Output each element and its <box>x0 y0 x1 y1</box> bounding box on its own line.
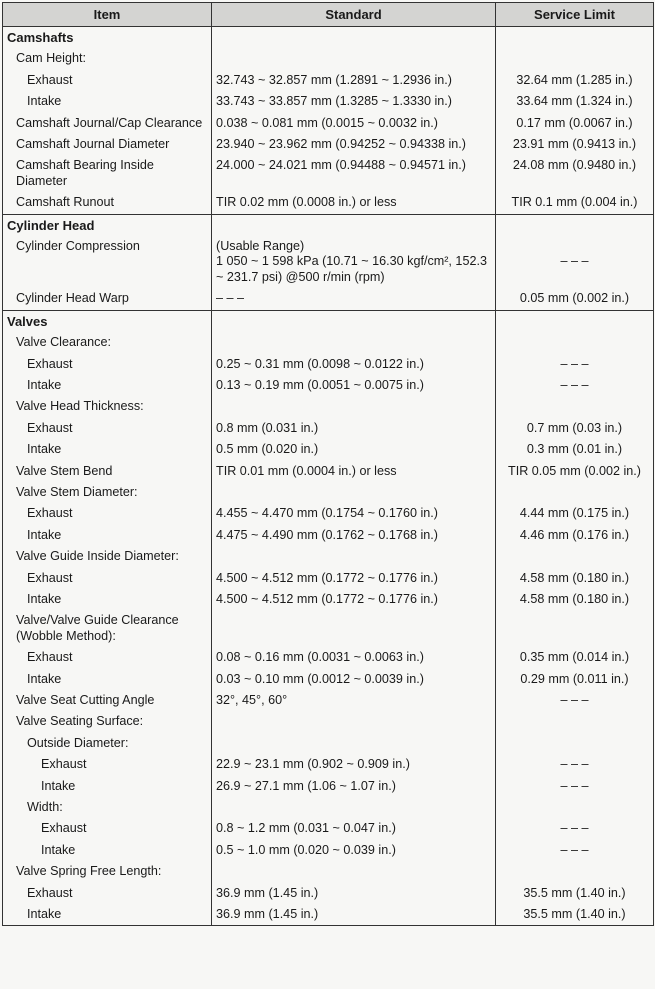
service-limit-cell: 32.64 mm (1.285 in.) <box>496 70 654 91</box>
table-row <box>3 525 654 546</box>
item-cell: Valve Head Thickness: <box>3 396 212 417</box>
standard-cell: 33.743 ~ 33.857 mm (1.3285 ~ 1.3330 in.) <box>212 91 496 112</box>
item-cell: Valve Clearance: <box>3 332 212 353</box>
item-cell: Exhaust <box>3 568 212 589</box>
section-row <box>3 27 654 49</box>
table-row <box>3 332 654 353</box>
table-row <box>3 711 654 732</box>
standard-cell: 32.743 ~ 32.857 mm (1.2891 ~ 1.2936 in.) <box>212 70 496 91</box>
service-limit-cell: – – – <box>496 375 654 396</box>
table-row <box>3 883 654 904</box>
standard-cell <box>212 310 496 332</box>
table-row <box>3 754 654 775</box>
table-row <box>3 439 654 460</box>
section-title: Cylinder Head <box>3 214 212 236</box>
service-limit-cell <box>496 310 654 332</box>
service-limit-cell <box>496 546 654 567</box>
table-row <box>3 418 654 439</box>
header-service-limit: Service Limit <box>496 3 654 27</box>
item-cell: Camshaft Runout <box>3 192 212 214</box>
table-row <box>3 589 654 610</box>
item-cell: Intake <box>3 375 212 396</box>
service-limit-cell: TIR 0.05 mm (0.002 in.) <box>496 461 654 482</box>
standard-cell <box>212 711 496 732</box>
item-cell: Valve Spring Free Length: <box>3 861 212 882</box>
item-cell: Valve Guide Inside Diameter: <box>3 546 212 567</box>
item-cell: Camshaft Journal Diameter <box>3 134 212 155</box>
item-cell: Intake <box>3 776 212 797</box>
item-cell: Cylinder Head Warp <box>3 288 212 310</box>
service-limit-cell: – – – <box>496 690 654 711</box>
service-limit-cell: 0.35 mm (0.014 in.) <box>496 647 654 668</box>
service-limit-cell <box>496 733 654 754</box>
service-limit-cell: 0.05 mm (0.002 in.) <box>496 288 654 310</box>
standard-cell: TIR 0.01 mm (0.0004 in.) or less <box>212 461 496 482</box>
table-row <box>3 733 654 754</box>
item-cell: Intake <box>3 840 212 861</box>
table-row <box>3 70 654 91</box>
table-row <box>3 568 654 589</box>
service-limit-cell <box>496 214 654 236</box>
table-row <box>3 396 654 417</box>
item-cell: Exhaust <box>3 818 212 839</box>
table-row <box>3 610 654 647</box>
service-limit-cell <box>496 27 654 49</box>
table-row <box>3 840 654 861</box>
standard-cell <box>212 332 496 353</box>
item-cell: Intake <box>3 525 212 546</box>
section-title: Camshafts <box>3 27 212 49</box>
standard-cell: 0.25 ~ 0.31 mm (0.0098 ~ 0.0122 in.) <box>212 354 496 375</box>
standard-cell: 4.455 ~ 4.470 mm (0.1754 ~ 0.1760 in.) <box>212 503 496 524</box>
item-cell: Intake <box>3 589 212 610</box>
section-title: Valves <box>3 310 212 332</box>
table-row <box>3 904 654 926</box>
service-limit-cell: – – – <box>496 840 654 861</box>
standard-cell: 26.9 ~ 27.1 mm (1.06 ~ 1.07 in.) <box>212 776 496 797</box>
item-cell: Intake <box>3 904 212 926</box>
table-row <box>3 546 654 567</box>
service-limit-cell <box>496 610 654 647</box>
service-limit-cell: 0.17 mm (0.0067 in.) <box>496 113 654 134</box>
table-row <box>3 134 654 155</box>
table-row <box>3 354 654 375</box>
table-row <box>3 288 654 310</box>
standard-cell <box>212 27 496 49</box>
table-row <box>3 48 654 69</box>
header-standard: Standard <box>212 3 496 27</box>
service-limit-cell: 4.46 mm (0.176 in.) <box>496 525 654 546</box>
standard-cell <box>212 48 496 69</box>
standard-cell <box>212 546 496 567</box>
item-cell: Outside Diameter: <box>3 733 212 754</box>
standard-cell: 4.475 ~ 4.490 mm (0.1762 ~ 0.1768 in.) <box>212 525 496 546</box>
standard-cell: 0.5 ~ 1.0 mm (0.020 ~ 0.039 in.) <box>212 840 496 861</box>
standard-cell: 0.8 mm (0.031 in.) <box>212 418 496 439</box>
item-cell: Exhaust <box>3 647 212 668</box>
item-cell: Valve Stem Bend <box>3 461 212 482</box>
table-row <box>3 375 654 396</box>
standard-cell: 23.940 ~ 23.962 mm (0.94252 ~ 0.94338 in.) <box>212 134 496 155</box>
table-row <box>3 155 654 192</box>
header-row <box>3 3 654 27</box>
spec-table <box>2 2 654 926</box>
service-limit-cell: 0.3 mm (0.01 in.) <box>496 439 654 460</box>
item-cell: Intake <box>3 669 212 690</box>
standard-cell: 4.500 ~ 4.512 mm (0.1772 ~ 0.1776 in.) <box>212 589 496 610</box>
item-cell: Exhaust <box>3 754 212 775</box>
table-row <box>3 776 654 797</box>
table-row <box>3 647 654 668</box>
item-cell: Valve Seating Surface: <box>3 711 212 732</box>
item-cell: Camshaft Bearing Inside Diameter <box>3 155 212 192</box>
item-cell: Intake <box>3 439 212 460</box>
standard-cell: 0.5 mm (0.020 in.) <box>212 439 496 460</box>
table-row <box>3 91 654 112</box>
table-row <box>3 690 654 711</box>
service-limit-cell <box>496 861 654 882</box>
table-row <box>3 236 654 288</box>
standard-cell: – – – <box>212 288 496 310</box>
item-cell: Exhaust <box>3 503 212 524</box>
service-limit-cell: 23.91 mm (0.9413 in.) <box>496 134 654 155</box>
service-limit-cell <box>496 797 654 818</box>
standard-cell: 36.9 mm (1.45 in.) <box>212 883 496 904</box>
standard-cell <box>212 396 496 417</box>
item-cell: Camshaft Journal/Cap Clearance <box>3 113 212 134</box>
standard-cell: 0.13 ~ 0.19 mm (0.0051 ~ 0.0075 in.) <box>212 375 496 396</box>
service-limit-cell: 24.08 mm (0.9480 in.) <box>496 155 654 192</box>
standard-cell: (Usable Range) 1 050 ~ 1 598 kPa (10.71 ~ 16.30 kgf/cm², 152.3 ~ 231.7 psi) @500 r/min (rpm) <box>212 236 496 288</box>
service-limit-cell <box>496 482 654 503</box>
item-cell: Cylinder Compression <box>3 236 212 288</box>
item-cell: Cam Height: <box>3 48 212 69</box>
service-limit-cell: – – – <box>496 354 654 375</box>
table-row <box>3 482 654 503</box>
service-limit-cell: 4.44 mm (0.175 in.) <box>496 503 654 524</box>
service-limit-cell: 0.7 mm (0.03 in.) <box>496 418 654 439</box>
section-row <box>3 310 654 332</box>
standard-cell <box>212 861 496 882</box>
service-limit-cell: 33.64 mm (1.324 in.) <box>496 91 654 112</box>
service-limit-cell: – – – <box>496 818 654 839</box>
item-cell: Exhaust <box>3 70 212 91</box>
item-cell: Exhaust <box>3 354 212 375</box>
standard-cell: 24.000 ~ 24.021 mm (0.94488 ~ 0.94571 in.) <box>212 155 496 192</box>
table-row <box>3 461 654 482</box>
standard-cell: 32°, 45°, 60° <box>212 690 496 711</box>
service-limit-cell: – – – <box>496 754 654 775</box>
standard-cell: TIR 0.02 mm (0.0008 in.) or less <box>212 192 496 214</box>
service-limit-cell: – – – <box>496 776 654 797</box>
item-cell: Valve Seat Cutting Angle <box>3 690 212 711</box>
standard-cell <box>212 214 496 236</box>
table-row <box>3 818 654 839</box>
item-cell: Valve Stem Diameter: <box>3 482 212 503</box>
standard-cell: 0.038 ~ 0.081 mm (0.0015 ~ 0.0032 in.) <box>212 113 496 134</box>
standard-cell <box>212 610 496 647</box>
service-limit-cell <box>496 711 654 732</box>
service-limit-cell <box>496 48 654 69</box>
table-row <box>3 192 654 214</box>
service-limit-cell: – – – <box>496 236 654 288</box>
standard-cell: 0.03 ~ 0.10 mm (0.0012 ~ 0.0039 in.) <box>212 669 496 690</box>
item-cell: Intake <box>3 91 212 112</box>
service-limit-cell: 35.5 mm (1.40 in.) <box>496 904 654 926</box>
service-limit-cell <box>496 332 654 353</box>
item-cell: Exhaust <box>3 883 212 904</box>
item-cell: Exhaust <box>3 418 212 439</box>
table-row <box>3 861 654 882</box>
service-limit-cell: 0.29 mm (0.011 in.) <box>496 669 654 690</box>
item-cell: Valve/Valve Guide Clearance (Wobble Method): <box>3 610 212 647</box>
standard-cell: 4.500 ~ 4.512 mm (0.1772 ~ 0.1776 in.) <box>212 568 496 589</box>
service-limit-cell: 35.5 mm (1.40 in.) <box>496 883 654 904</box>
table-row <box>3 503 654 524</box>
standard-cell: 0.08 ~ 0.16 mm (0.0031 ~ 0.0063 in.) <box>212 647 496 668</box>
service-limit-cell: 4.58 mm (0.180 in.) <box>496 568 654 589</box>
standard-cell: 0.8 ~ 1.2 mm (0.031 ~ 0.047 in.) <box>212 818 496 839</box>
standard-cell <box>212 482 496 503</box>
service-limit-cell: TIR 0.1 mm (0.004 in.) <box>496 192 654 214</box>
table-row <box>3 669 654 690</box>
spec-table-body <box>3 27 654 926</box>
table-row <box>3 797 654 818</box>
standard-cell: 22.9 ~ 23.1 mm (0.902 ~ 0.909 in.) <box>212 754 496 775</box>
section-row <box>3 214 654 236</box>
service-limit-cell <box>496 396 654 417</box>
standard-cell <box>212 733 496 754</box>
standard-cell: 36.9 mm (1.45 in.) <box>212 904 496 926</box>
table-row <box>3 113 654 134</box>
service-limit-cell: 4.58 mm (0.180 in.) <box>496 589 654 610</box>
standard-cell <box>212 797 496 818</box>
header-item: Item <box>3 3 212 27</box>
item-cell: Width: <box>3 797 212 818</box>
